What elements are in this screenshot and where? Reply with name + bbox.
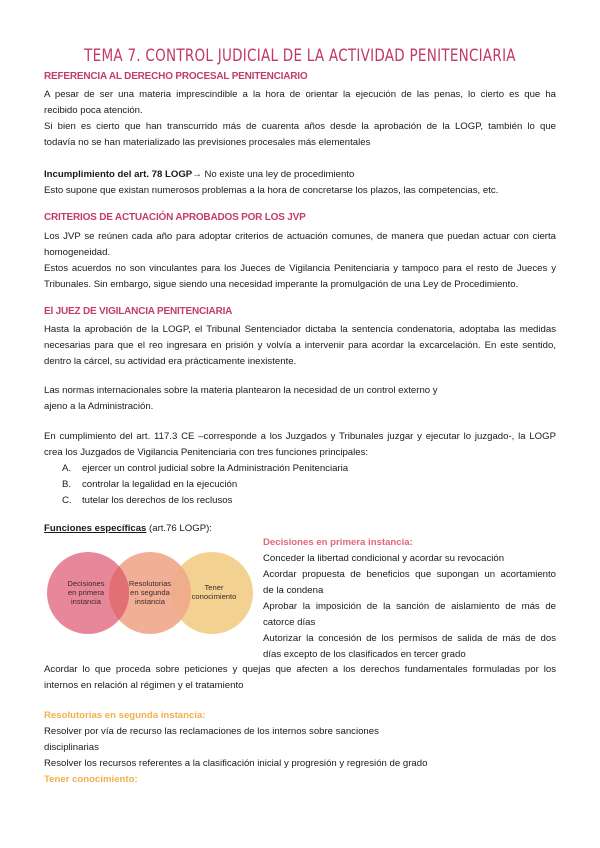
page-title: TEMA 7. CONTROL JUDICIAL DE LA ACTIVIDAD PENITENCIARIA <box>84 46 516 65</box>
list-marker: C. <box>62 495 72 506</box>
paragraph-line: Las normas internacionales sobre la materia plantearon la necesidad de un control externo y <box>44 385 438 396</box>
primera-instancia-heading: Decisiones en primera instancia: <box>263 537 413 548</box>
funciones-ref: (art.76 LOGP): <box>146 523 212 534</box>
paragraph-line: Hasta la aprobación de la LOGP, el Tribunal Sentenciador dictaba la sentencia condenatoria, adoptaba las medidas <box>44 324 556 335</box>
venn-label-segunda-3: instancia <box>135 597 165 606</box>
segunda-instancia-heading: Resolutorias en segunda instancia: <box>44 710 206 721</box>
segunda-item: Resolver los recursos referentes a la clasificación inicial y progresión y regresión de grado <box>44 758 428 769</box>
section-heading-juez-vigilancia: El JUEZ DE VIGILANCIA PENITENCIARIA <box>44 306 233 317</box>
paragraph-line: internos en relación al régimen y el tratamiento <box>44 680 244 691</box>
list-item <box>62 476 237 493</box>
venn-label-primera-2: en primera <box>67 588 105 597</box>
venn-label-segunda: Resolutorias <box>128 579 172 588</box>
paragraph-line: recibido poca atención. <box>44 105 143 116</box>
segunda-item: Resolver por vía de recurso las reclamaciones de los internos sobre sanciones <box>44 726 379 737</box>
venn-diagram <box>40 548 260 638</box>
paragraph-line: crea los Juzgados de Vigilancia Penitenciaria con tres funciones principales: <box>44 447 369 458</box>
list-marker: A. <box>62 463 72 474</box>
list-item-text: ejercer un control judicial sobre la Administración Penitenciaria <box>82 463 349 474</box>
list-item <box>62 460 348 477</box>
paragraph-line: Estos acuerdos no son vinculantes para los Jueces de Vigilancia Penitenciaria y tampoco para el resto de Jueces y <box>44 263 556 274</box>
paragraph-line: En cumplimiento del art. 117.3 CE –corresponde a los Juzgados y Tribunales juzgar y ejecutar lo juzgado-, la LOGP <box>44 431 556 442</box>
paragraph-line: dentro la cárcel, su actividad era prácticamente inexistente. <box>44 356 297 367</box>
primera-item: de la condena <box>263 585 324 596</box>
paragraph-line: Acordar lo que proceda sobre peticiones y quejas que afecten a los derechos fundamentales formuladas por los <box>44 664 556 675</box>
incumplimiento-line <box>44 166 556 183</box>
list-item-text: controlar la legalidad en la ejecución <box>82 479 238 490</box>
primera-item: días excepto de los clasificados en tercer grado <box>263 649 466 660</box>
incumplimiento-label: Incumplimiento del art. 78 LOGP <box>44 169 193 180</box>
paragraph-line: necesarias para que el reo ingresara en prisión y volvía a intervenir para acordar la excarcelación. En este sentido, <box>44 340 556 351</box>
paragraph-line: Tribunales. Sin embargo, sigue siendo una necesidad imperante la promulgación de una Ley de Procedimiento. <box>44 279 519 290</box>
primera-item: Aprobar la imposición de la sanción de aislamiento de más de <box>263 601 556 612</box>
funciones-label: Funciones específicas <box>44 523 147 534</box>
incumplimiento-text: → No existe una ley de procedimiento <box>192 169 355 180</box>
venn-label-primera: Decisiones <box>67 579 105 588</box>
primera-item: Acordar propuesta de beneficios que supongan un acortamiento <box>263 569 556 580</box>
list-item <box>62 492 232 509</box>
paragraph-line: Los JVP se reúnen cada año para adoptar criterios de actuación comunes, de manera que puedan actuar con cierta <box>44 231 556 242</box>
paragraph-line: A pesar de ser una materia imprescindible a la hora de orientar la ejecución de las penas, lo cierto es que ha <box>44 89 556 100</box>
paragraph-line: homogeneidad. <box>44 247 111 258</box>
tener-conocimiento-heading: Tener conocimiento: <box>44 774 138 785</box>
primera-item: Autorizar la concesión de los permisos de salida de más de dos <box>263 633 556 644</box>
venn-label-segunda-2: en segunda <box>130 588 170 597</box>
paragraph-line: Si bien es cierto que han transcurrido más de cuarenta años desde la aprobación de la LOGP, también lo que <box>44 121 556 132</box>
paragraph-line: Esto supone que existan numerosos problemas a la hora de concretarse los plazos, las competencias, etc. <box>44 185 499 196</box>
list-marker: B. <box>62 479 72 490</box>
paragraph-line: todavía no se han materializado las previsiones procesales más elementales <box>44 137 371 148</box>
section-heading-derecho-procesal: REFERENCIA AL DERECHO PROCESAL PENITENCIARIO <box>44 71 308 82</box>
primera-item: catorce días <box>263 617 316 628</box>
primera-item: Conceder la libertad condicional y acordar su revocación <box>263 553 505 564</box>
section-heading-criterios: CRITERIOS DE ACTUACIÓN APROBADOS POR LOS JVP <box>44 212 306 223</box>
venn-label-tercera-2: conocimiento <box>191 592 237 601</box>
venn-label-tercera: Tener <box>204 583 224 592</box>
segunda-item: disciplinarias <box>44 742 99 753</box>
paragraph-line: ajeno a la Administración. <box>44 401 154 412</box>
list-item-text: tutelar los derechos de los reclusos <box>82 495 233 506</box>
venn-label-primera-3: instancia <box>71 597 101 606</box>
